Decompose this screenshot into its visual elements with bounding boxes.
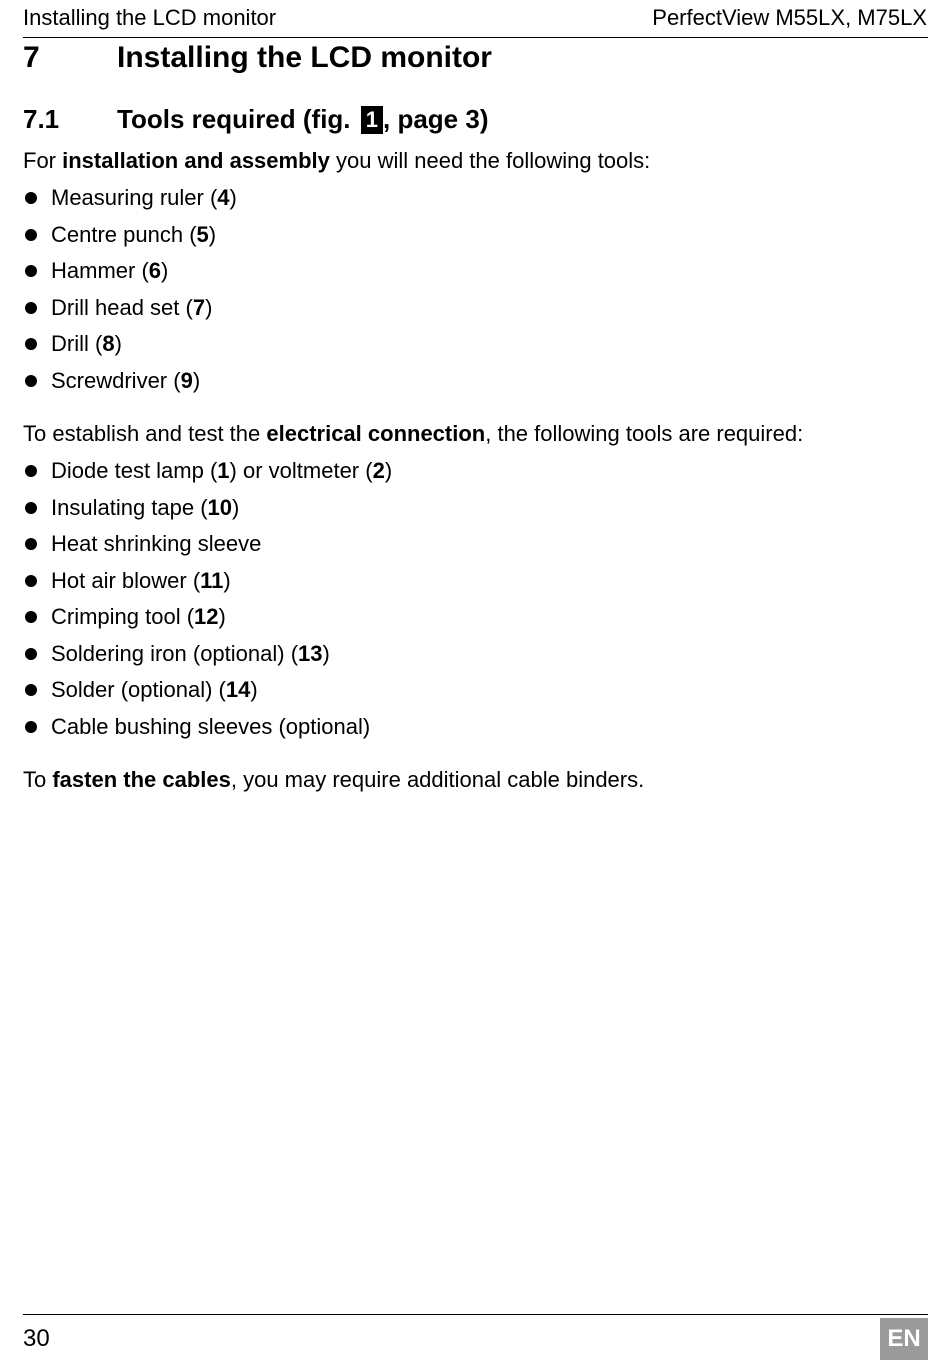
list-item: Insulating tape (10) bbox=[23, 490, 392, 527]
list-item: Screwdriver (9) bbox=[23, 363, 237, 400]
chapter-number: 7 bbox=[23, 41, 40, 74]
list-item: Measuring ruler (4) bbox=[23, 180, 237, 217]
running-header-product: PerfectView M55LX, M75LX bbox=[652, 5, 927, 30]
electrical-tools-list bbox=[23, 453, 392, 745]
figure-reference-badge: 1 bbox=[361, 106, 383, 134]
intro-text-end: you will need the following tools: bbox=[329, 148, 651, 173]
chapter-heading bbox=[23, 40, 492, 76]
assembly-tools-list bbox=[23, 180, 237, 399]
electrical-intro-text: To establish and test the bbox=[23, 421, 267, 446]
list-item: Centre punch (5) bbox=[23, 217, 237, 254]
electrical-intro-text-end: , the following tools are required: bbox=[485, 421, 804, 446]
footer-rule bbox=[23, 1314, 928, 1315]
list-item: Heat shrinking sleeve bbox=[23, 526, 392, 563]
list-item: Solder (optional) (14) bbox=[23, 672, 392, 709]
list-item: Hot air blower (11) bbox=[23, 563, 392, 600]
assembly-intro bbox=[23, 147, 650, 175]
fasten-text-end: , you may require additional cable binders. bbox=[230, 767, 645, 792]
list-item: Diode test lamp (1) or voltmeter (2) bbox=[23, 453, 392, 490]
header-rule bbox=[23, 37, 928, 38]
running-header-title: Installing the LCD monitor bbox=[23, 5, 277, 30]
section-heading bbox=[23, 102, 489, 136]
list-item: Crimping tool (12) bbox=[23, 599, 392, 636]
page-number: 30 bbox=[23, 1325, 50, 1352]
intro-emphasis: installation and assembly bbox=[62, 148, 330, 173]
section-number: 7.1 bbox=[23, 104, 60, 134]
fasten-text: To bbox=[23, 767, 53, 792]
section-title-suffix: , page 3) bbox=[383, 104, 489, 134]
list-item: Hammer (6) bbox=[23, 253, 237, 290]
language-tab: EN bbox=[880, 1318, 928, 1360]
list-item: Drill (8) bbox=[23, 326, 237, 363]
fasten-emphasis: fasten the cables bbox=[52, 767, 231, 792]
list-item: Cable bushing sleeves (optional) bbox=[23, 709, 392, 746]
list-item: Soldering iron (optional) (13) bbox=[23, 636, 392, 673]
fasten-cables-note bbox=[23, 766, 644, 794]
intro-text: For bbox=[23, 148, 63, 173]
list-item: Drill head set (7) bbox=[23, 290, 237, 327]
electrical-intro-emphasis: electrical connection bbox=[266, 421, 486, 446]
section-title: Tools required (fig. bbox=[117, 104, 351, 134]
electrical-intro bbox=[23, 420, 803, 448]
chapter-title: Installing the LCD monitor bbox=[117, 41, 492, 74]
